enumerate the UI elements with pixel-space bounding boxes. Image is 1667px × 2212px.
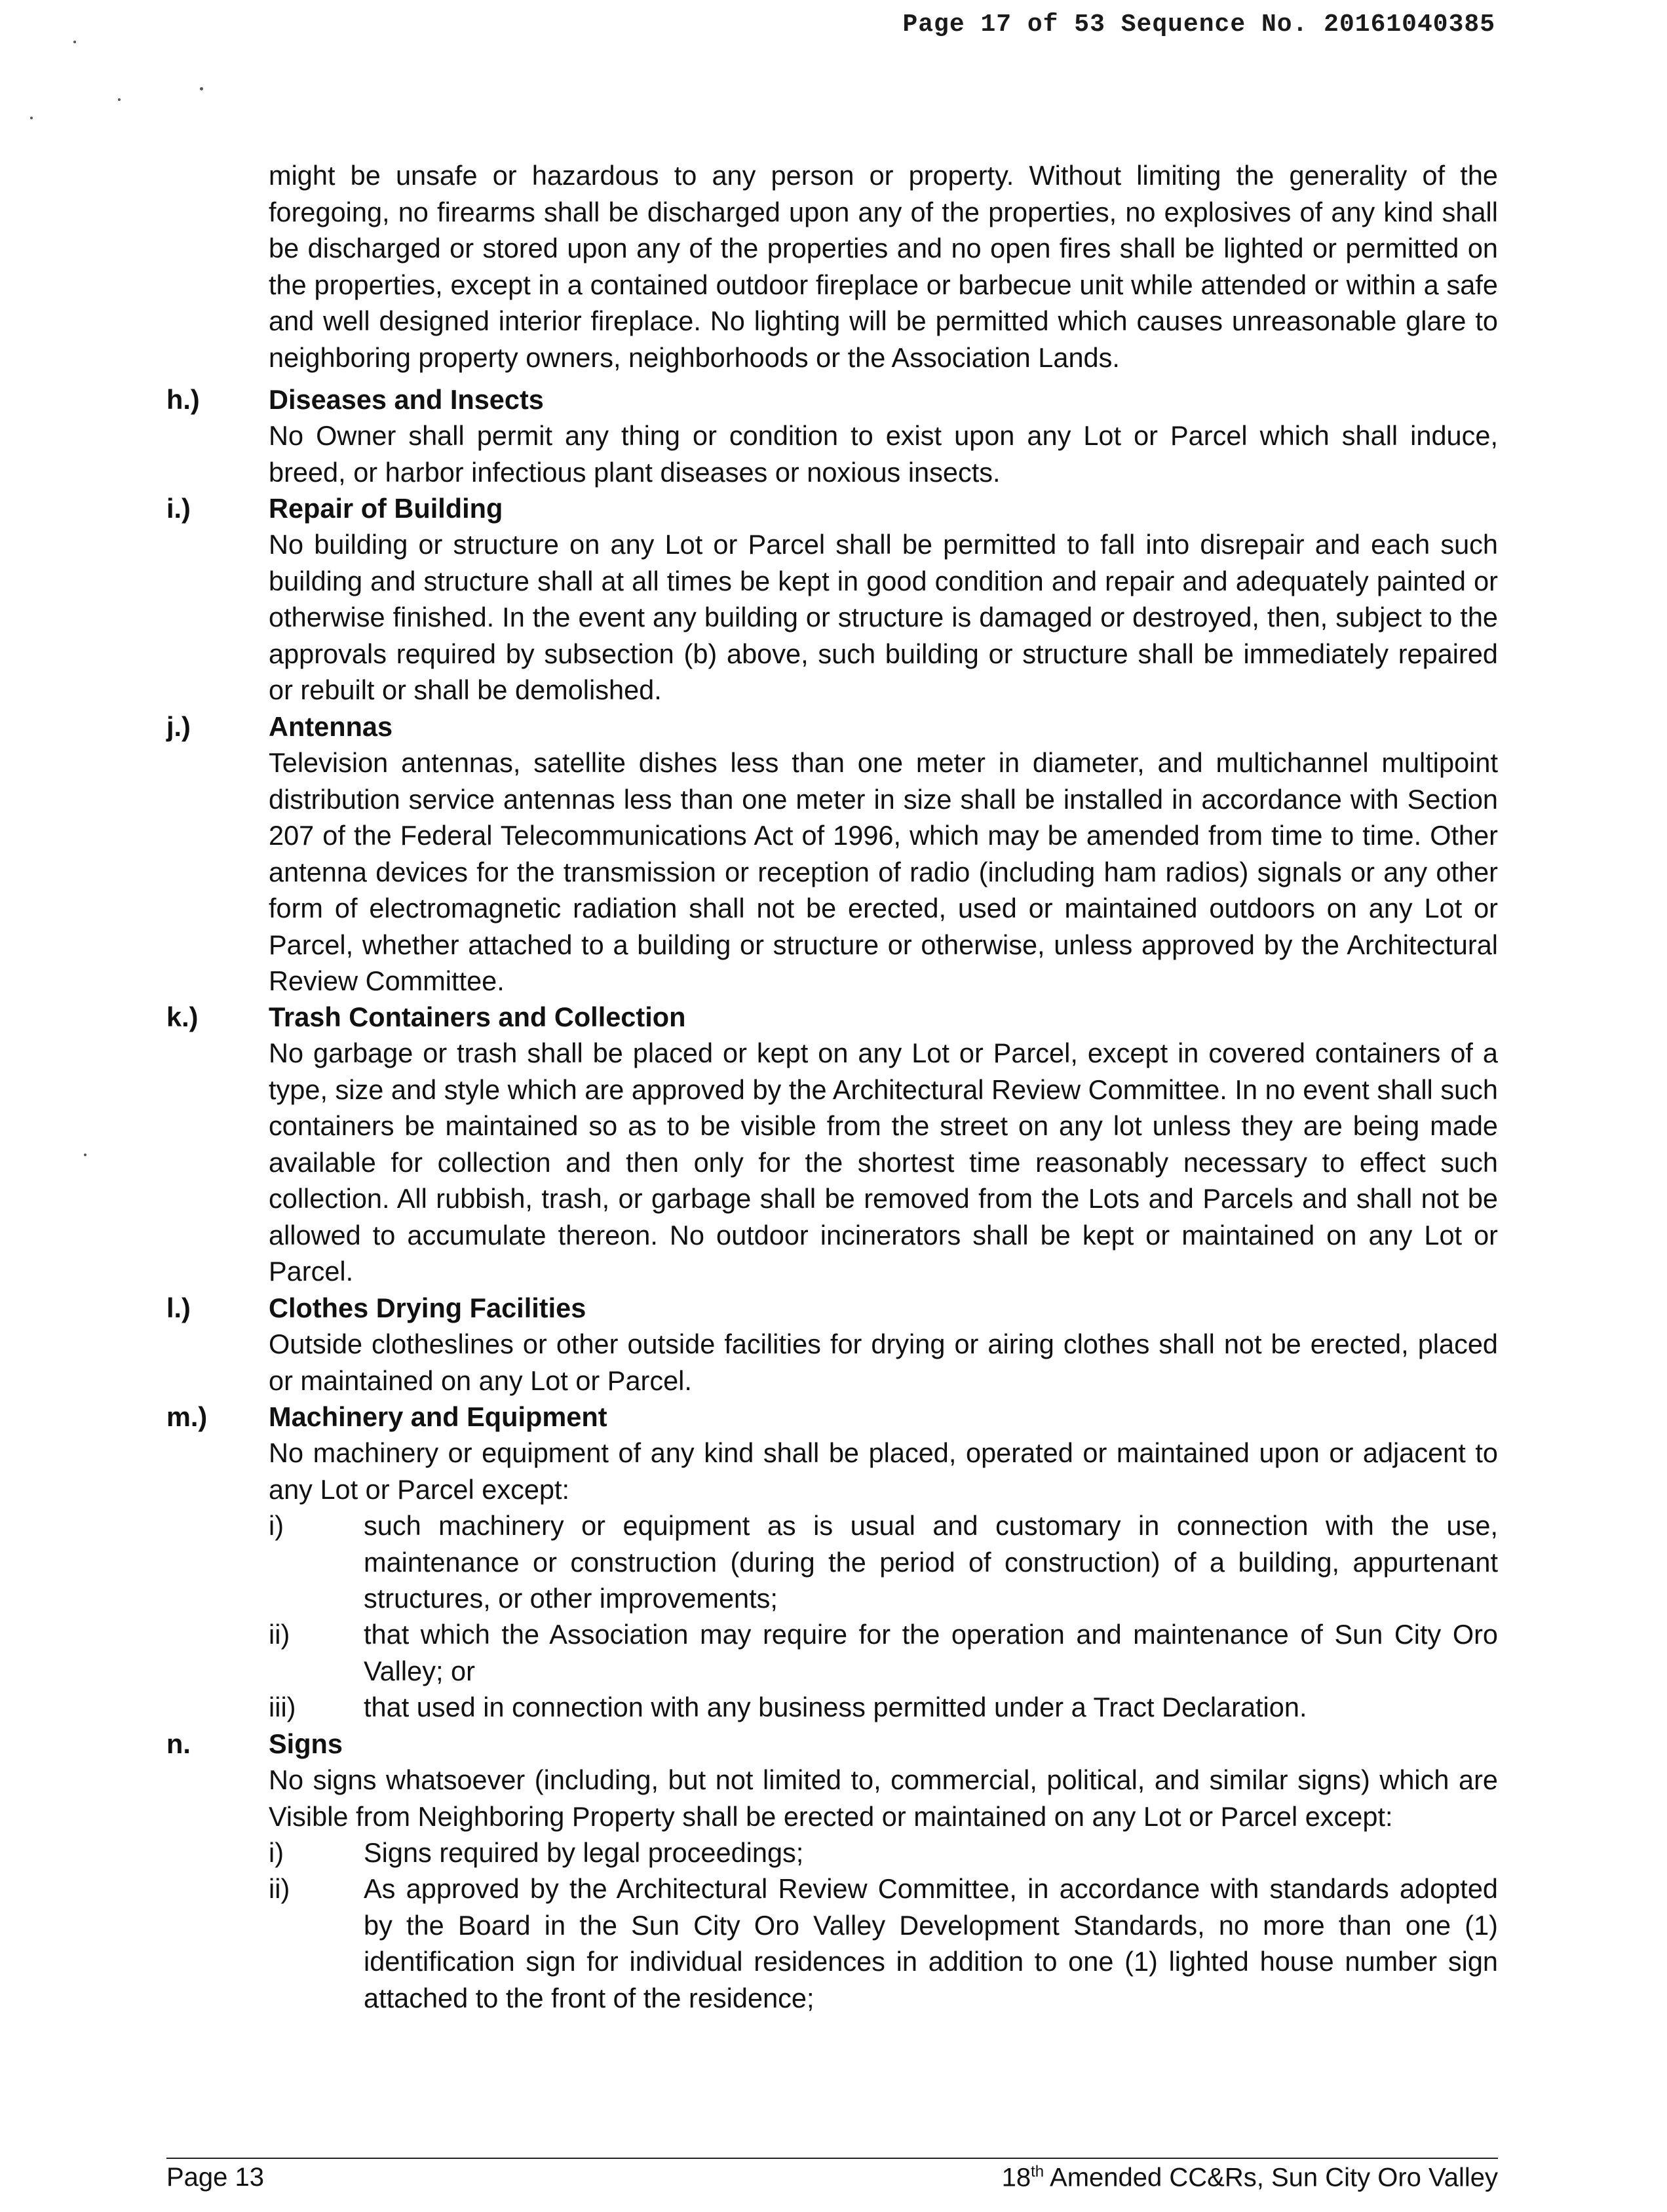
section-title-m: Machinery and Equipment xyxy=(269,1401,607,1432)
footer-document-title xyxy=(1002,2163,1498,2192)
section-title-i: Repair of Building xyxy=(269,493,503,524)
section-body-k: No garbage or trash shall be placed or kept on any Lot or Parcel, except in covered containers of a type, size and style which are approved by the Architectural Review Committee. In no event shall such containers be maintained so as to be visible from the street on any lot unless they are being made available for collection and then only for the shortest time reasonably necessary to effect such collection. All rubbish, trash, or garbage shall be removed from the Lots and Parcels and shall not be allowed to accumulate thereon. No outdoor incinerators shall be kept or maintained on any Lot or Parcel. xyxy=(269,1038,1498,1287)
list-item-text: such machinery or equipment as is usual and customary in connection with the use, maintenance or construction (during the period of construction) of a building, appurtenant structures, or other improvements; xyxy=(364,1510,1498,1614)
list-item-number: ii) xyxy=(269,1873,290,1904)
section-body-j: Television antennas, satellite dishes less than one meter in diameter, and multichannel multipoint distribution service antennas less than one meter in size shall be installed in accordance with Section 207 of the Federal Telecommunications Act of 1996, which may be amended from time to time. Other antenna devices for the transmission or reception of radio (including ham radios) signals or any other form of electromagnetic radiation shall not be erected, used or maintained outdoors on any Lot or Parcel, whether attached to a building or structure or otherwise, unless approved by the Architectural Review Committee. xyxy=(269,747,1498,996)
scan-speck xyxy=(200,87,203,90)
section-letter-l: l.) xyxy=(166,1292,191,1323)
section-letter-j: j.) xyxy=(166,711,191,742)
section-body-l: Outside clotheslines or other outside facilities for drying or airing clothes shall not be erected, placed or maintained on any Lot or Parcel. xyxy=(269,1329,1498,1396)
list-item-number: iii) xyxy=(269,1692,296,1722)
list-item-text: that which the Association may require for the operation and maintenance of Sun City Oro Valley; or xyxy=(364,1619,1498,1686)
footer-divider xyxy=(166,2158,1498,2159)
section-body-m: No machinery or equipment of any kind shall be placed, operated or maintained upon or adjacent to any Lot or Parcel except: xyxy=(269,1437,1498,1505)
section-body-i: No building or structure on any Lot or Parcel shall be permitted to fall into disrepair and each such building and structure shall at all times be kept in good condition and repair and adequately painted or otherwise finished. In the event any building or structure is damaged or destroyed, then, subject to the approvals required by subsection (b) above, such building or structure shall be immediately repaired or rebuilt or shall be demolished. xyxy=(269,529,1498,705)
section-letter-m: m.) xyxy=(166,1401,208,1432)
section-title-j: Antennas xyxy=(269,711,393,742)
section-letter-h: h.) xyxy=(166,384,200,415)
footer-doc-prefix: 18 xyxy=(1001,2163,1031,2192)
list-item-text: Signs required by legal proceedings; xyxy=(364,1837,804,1868)
section-letter-i: i.) xyxy=(166,493,191,524)
intro-paragraph: might be unsafe or hazardous to any person or property. Without limiting the generality of the foregoing, no firearms shall be discharged upon any of the properties, no explosives of any kind shall be discharged or stored upon any of the properties and no open fires shall be lighted or permitted on the properties, except in a contained outdoor fireplace or barbecue unit while attended or within a safe and well designed interior fireplace. No lighting will be permitted which causes unreasonable glare to neighboring property owners, neighborhoods or the Association Lands. xyxy=(269,160,1498,373)
scan-speck xyxy=(73,41,76,43)
list-item-number: ii) xyxy=(269,1619,290,1650)
section-title-n: Signs xyxy=(269,1728,343,1759)
list-item-number: i) xyxy=(269,1510,284,1541)
list-item-text: that used in connection with any business permitted under a Tract Declaration. xyxy=(364,1692,1307,1722)
scan-speck xyxy=(118,98,121,101)
section-title-l: Clothes Drying Facilities xyxy=(269,1292,586,1323)
section-body-n: No signs whatsoever (including, but not limited to, commercial, political, and similar signs) which are Visible from Neighboring Property shall be erected or maintained on any Lot or Parcel except: xyxy=(269,1764,1498,1832)
sequence-stamp: Page 17 of 53 Sequence No. 20161040385 xyxy=(902,10,1495,39)
section-letter-k: k.) xyxy=(166,1001,199,1032)
section-title-h: Diseases and Insects xyxy=(269,384,544,415)
list-item-number: i) xyxy=(269,1837,284,1868)
footer-doc-sup: th xyxy=(1031,2163,1044,2181)
section-title-k: Trash Containers and Collection xyxy=(269,1001,686,1032)
scan-speck xyxy=(84,1154,86,1156)
footer-doc-suffix: Amended CC&Rs, Sun City Oro Valley xyxy=(1044,2163,1498,2192)
section-body-h: No Owner shall permit any thing or condition to exist upon any Lot or Parcel which shall induce, breed, or harbor infectious plant diseases or noxious insects. xyxy=(269,420,1498,488)
section-letter-n: n. xyxy=(166,1728,191,1759)
scan-speck xyxy=(30,117,33,119)
footer-page-number: Page 13 xyxy=(166,2163,265,2192)
list-item-text: As approved by the Architectural Review Committee, in accordance with standards adopted by the Board in the Sun City Oro Valley Development Standards, no more than one (1) identification sign for individual residences in addition to one (1) lighted house number sign attached to the front of the residence; xyxy=(364,1873,1498,2013)
